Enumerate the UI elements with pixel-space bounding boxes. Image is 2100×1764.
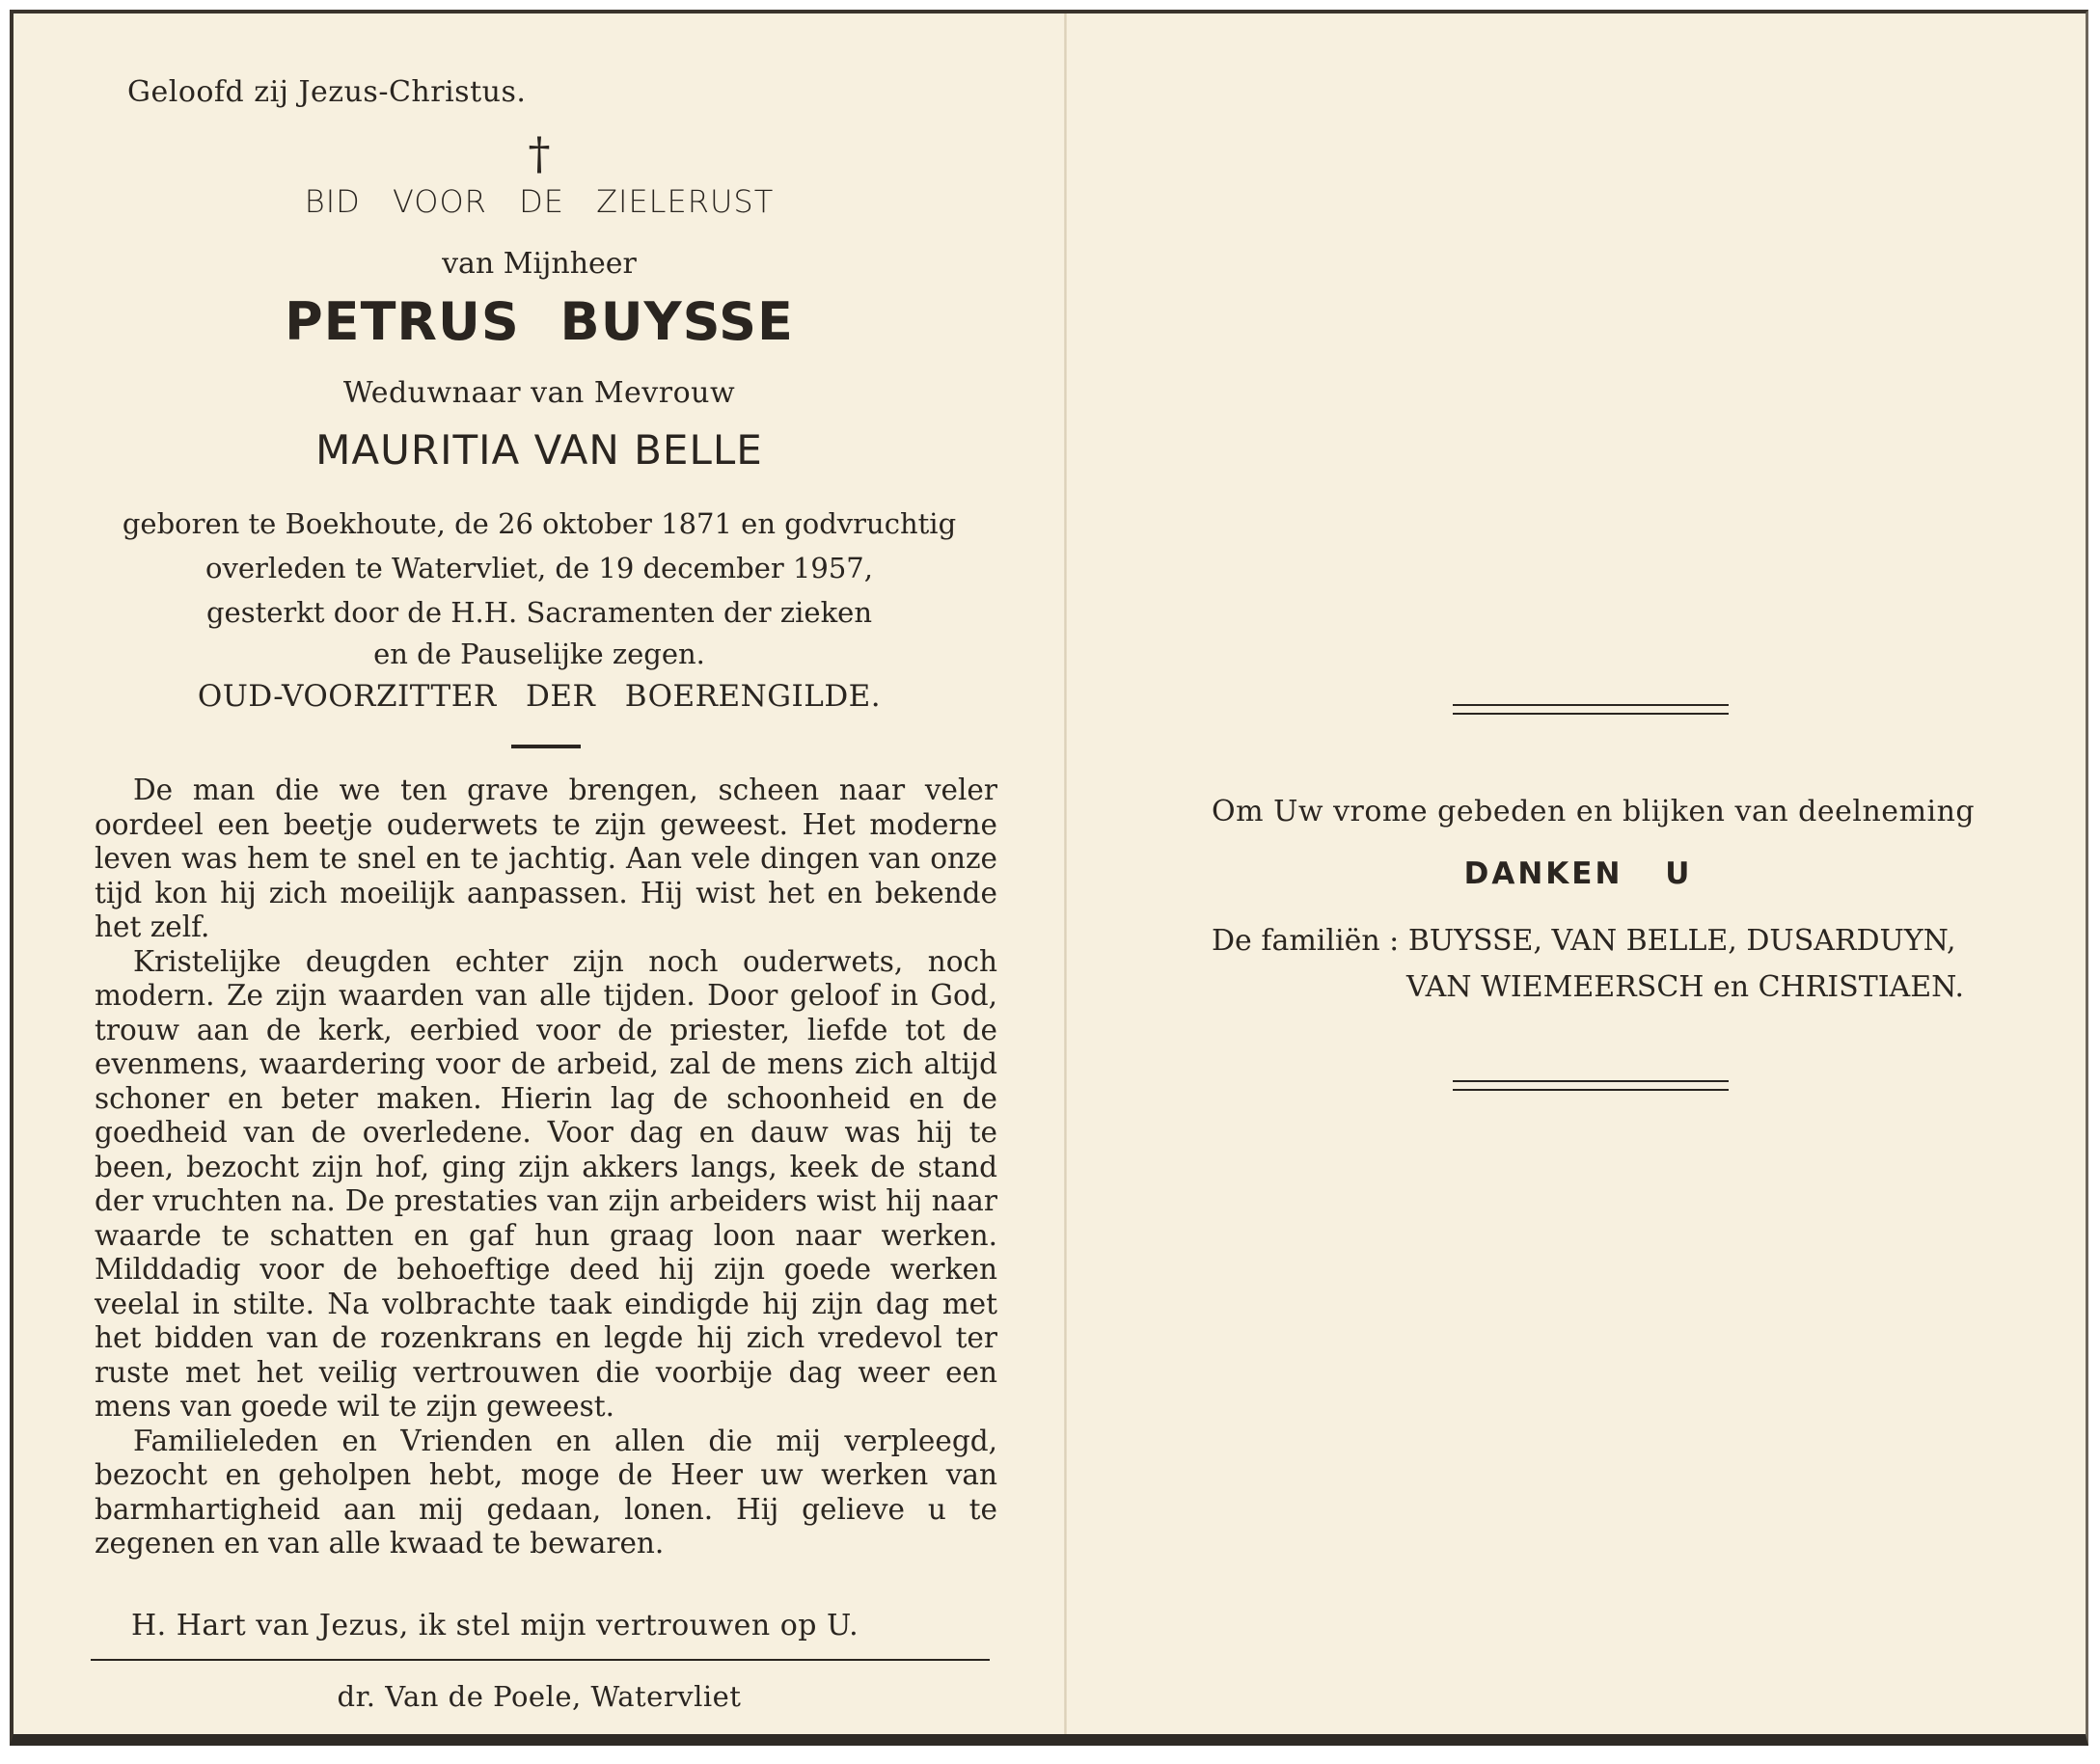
right-page [1067, 14, 2086, 1734]
thanks-heading: DANKEN U [1463, 856, 1693, 891]
eulogy-paragraph: De man die we ten grave brengen, scheen naar veler oordeel een beetje ouderwets te zijn geweest. Het moderne leven was hem te snel en te jachtig. Aan vele dingen van onze tijd kon hij zich moeilijk aanpassen. Hij wist het en bekende het zelf. [95, 773, 997, 943]
prayer-heading: BID VOOR DE ZIELERUST [304, 183, 775, 220]
families-names-1: BUYSSE, VAN BELLE, DUSARDUYN, [1407, 924, 1956, 958]
families-label: De familiën : [1212, 924, 1400, 958]
opening-invocation: Geloofd zij Jezus-Christus. [127, 75, 527, 109]
double-divider [1453, 1080, 1729, 1091]
death-line: overleden te Watervliet, de 19 december 1957, [205, 552, 873, 584]
printer-imprint: dr. Van de Poele, Watervliet [337, 1680, 742, 1713]
closing-prayer: H. Hart van Jezus, ik stel mijn vertrouwen op U. [131, 1609, 859, 1642]
double-divider [1453, 704, 1729, 715]
thanks-line: Om Uw vrome gebeden en blijken van deelneming [1212, 795, 1976, 828]
families-line-1 [1212, 924, 1956, 958]
eulogy-paragraph: Kristelijke deugden echter zijn noch ouderwets, noch modern. Ze zijn waarden van alle tijden. Door geloof in God, trouw aan de kerk, eerbied voor de priester, liefde tot de evenmens, waardering voor de arbeid, zal de mens zich altijd schoner en beter maken. Hierin lag de schoonheid en de goedheid van de overledene. Voor dag en dauw was hij te been, bezocht zijn hof, ging zijn akkers langs, keek de stand der vruchten na. De prestaties van zijn arbeiders wist hij naar waarde te schatten en gaf hun graag loon naar werken. Milddadig voor de behoeftige deed hij zijn goede werken veelal in stilte. Na volbrachte taak eindigde hij zijn dag met het bidden van de rozenkrans en legde hij zich vredevol ter ruste met het veilig vertrouwen die voorbije dag weer een mens van goede wil te zijn geweest. [95, 944, 997, 1423]
honorific: van Mijnheer [442, 247, 637, 281]
biographical-lines [71, 502, 1007, 673]
left-page [14, 14, 1065, 1734]
spouse-name: MAURITIA VAN BELLE [315, 426, 763, 474]
families-names-2: VAN WIEMEERSCH en CHRISTIAEN. [1406, 970, 1964, 1004]
widower-line: Weduwnaar van Mevrouw [342, 376, 736, 410]
memorial-card [10, 10, 2088, 1746]
eulogy-text [95, 773, 997, 1561]
sacraments-line: gesterkt door de H.H. Sacramenten der zieken [205, 596, 872, 629]
deceased-name: PETRUS BUYSSE [285, 291, 794, 352]
divider [511, 745, 581, 748]
cross-icon: † [528, 127, 551, 179]
function-title: OUD-VOORZITTER DER BOERENGILDE. [197, 679, 882, 714]
blessing-line: en de Pauselijke zegen. [373, 638, 705, 670]
birth-line: geboren te Boekhoute, de 26 oktober 1871 en godvruchtig [122, 507, 957, 540]
divider [91, 1659, 990, 1661]
eulogy-paragraph: Familieleden en Vrienden en allen die mij verpleegd, bezocht en geholpen hebt, moge de Heer uw werken van barmhartigheid aan mij gedaan, lonen. Hij gelieve u te zegenen en van alle kwaad te bewaren. [95, 1424, 997, 1560]
